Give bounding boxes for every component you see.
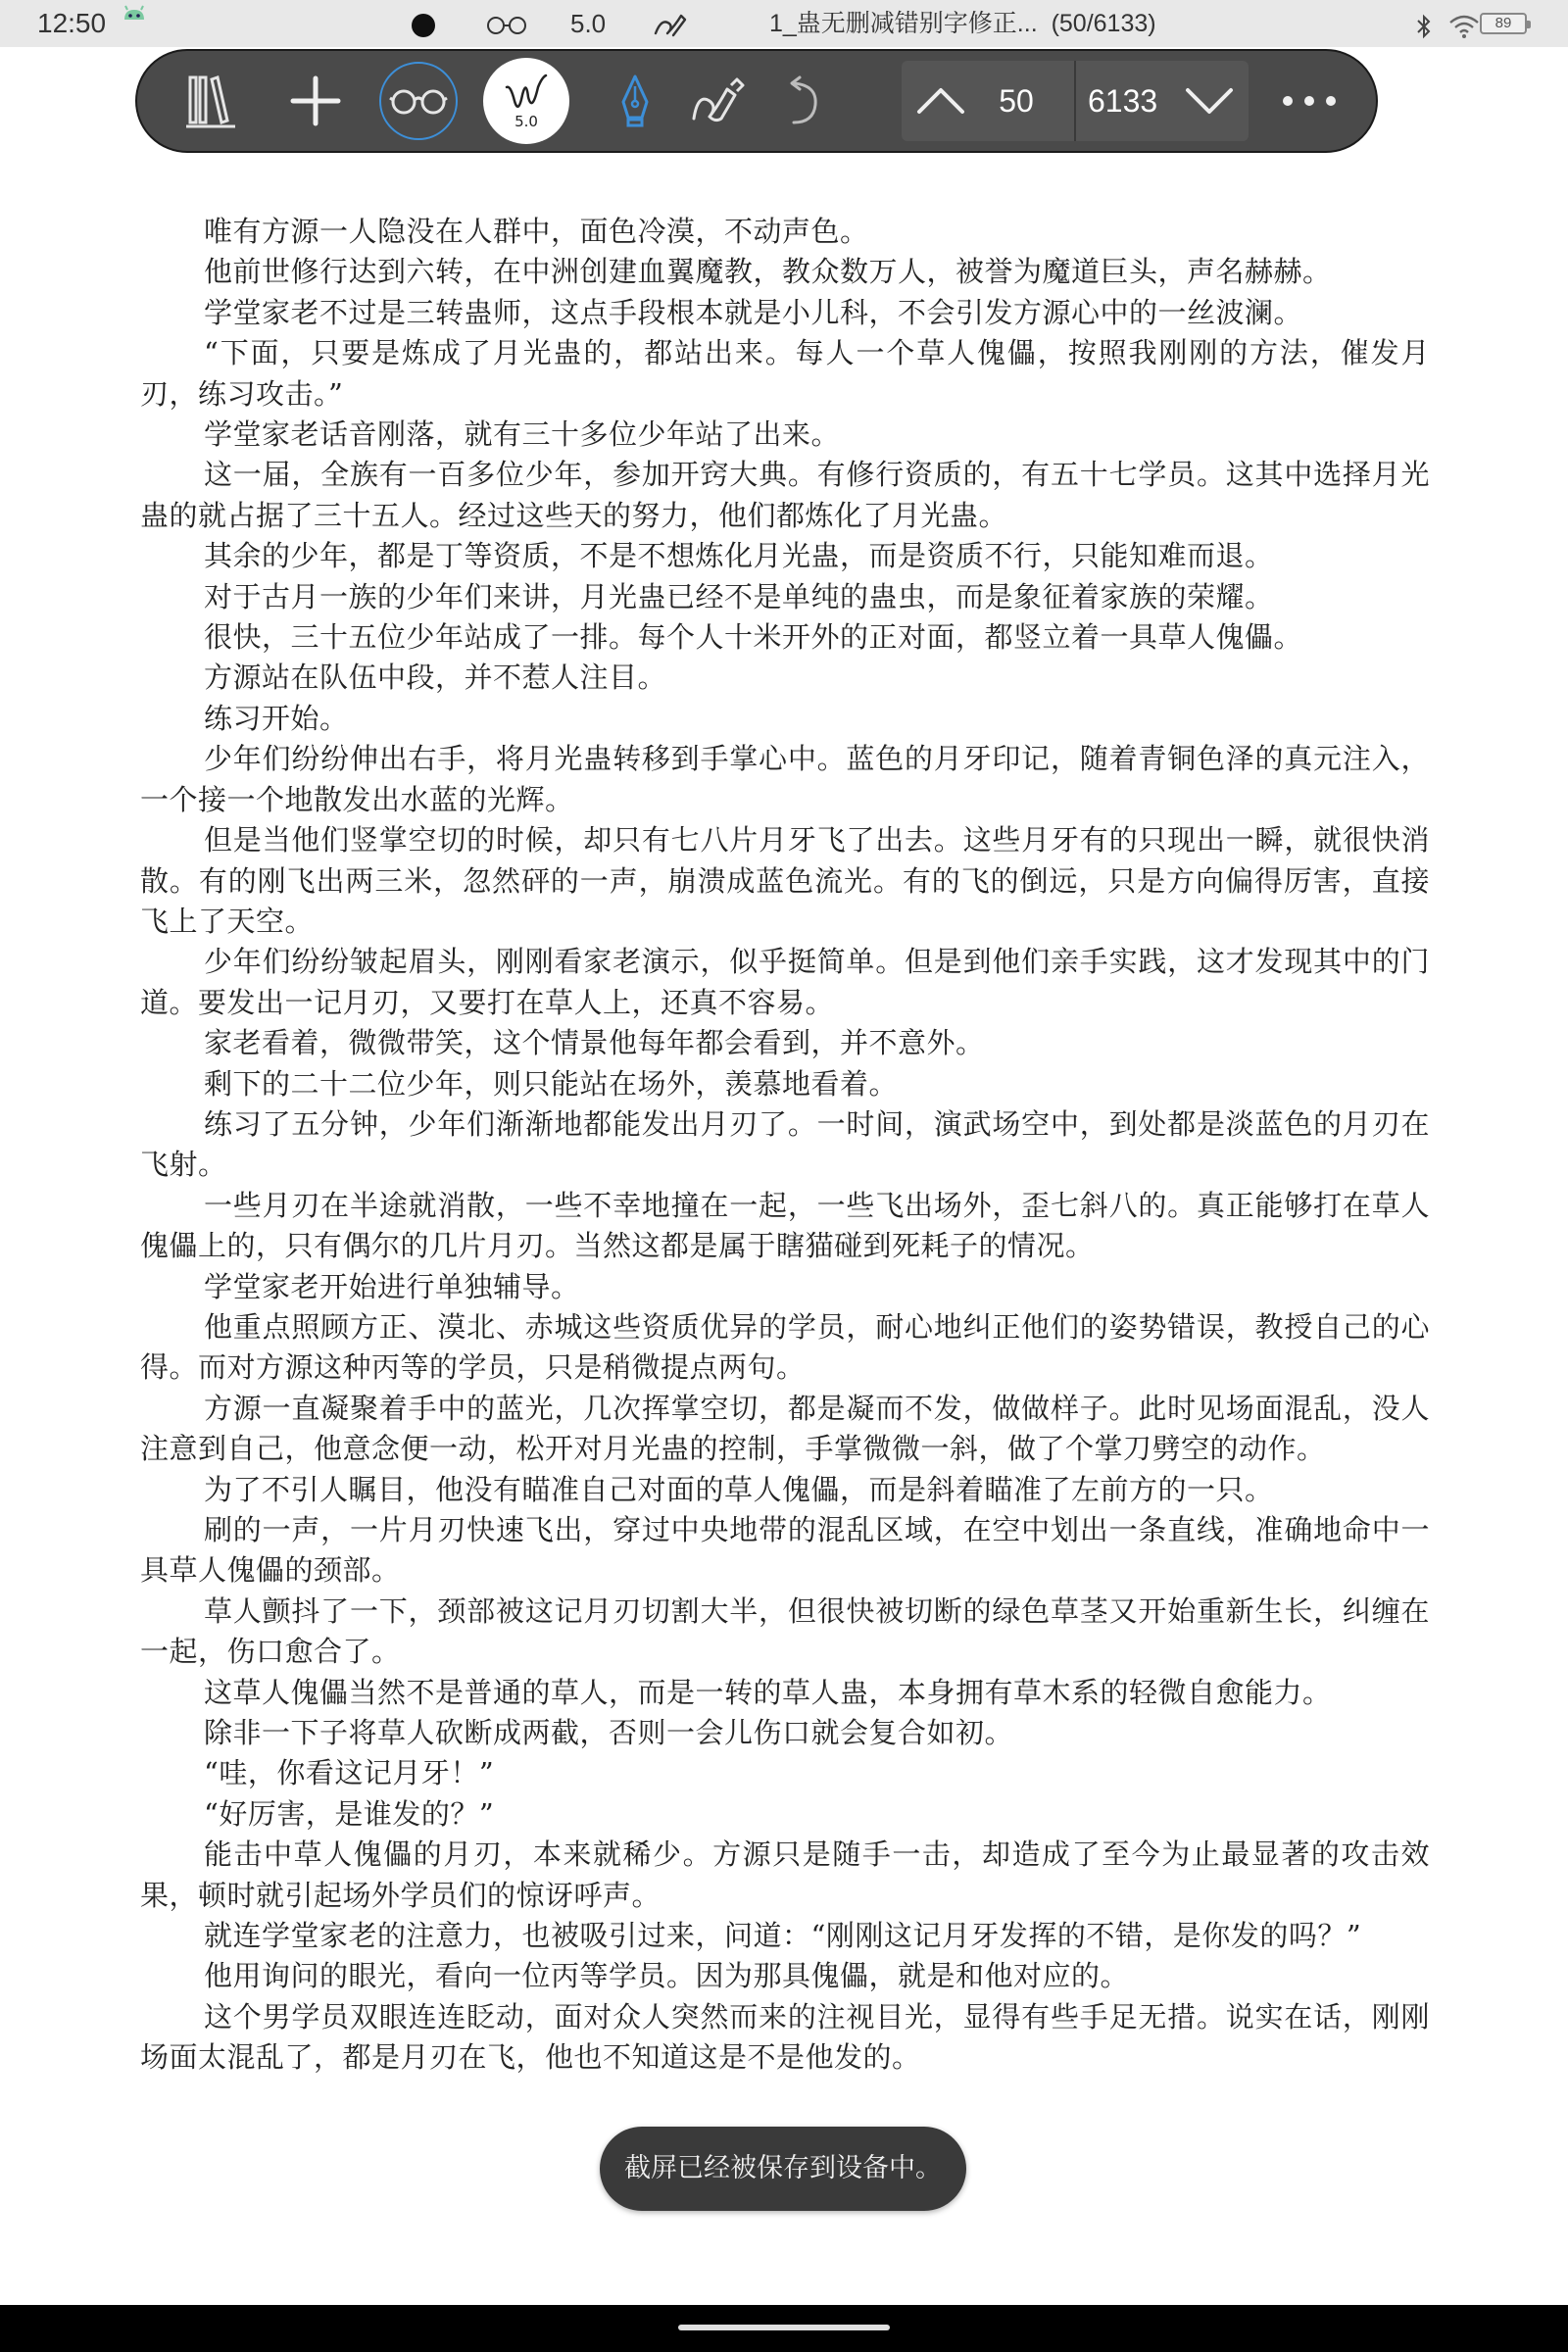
paragraph: 方源站在队伍中段，并不惹人注目。 <box>204 661 667 695</box>
battery-level: 89 <box>1494 15 1512 31</box>
glasses-icon <box>484 11 529 36</box>
total-pages-label: 6133 <box>1088 83 1158 119</box>
paragraph: 练习开始。 <box>204 701 349 735</box>
writer-mode-button[interactable] <box>482 51 570 151</box>
signature-pen-icon <box>688 74 749 128</box>
paragraph: 学堂家老不过是三转蛊师，这点手段根本就是小儿科，不会引发方源心中的一丝波澜。 <box>204 295 1303 329</box>
navigation-bar <box>0 2305 1568 2352</box>
paragraph: 练习了五分钟，少年们渐渐地都能发出月刃了。一时间，演武场空中，到处都是淡蓝色的月刃在飞射。 <box>140 1106 1430 1182</box>
paragraph: 刷的一声，一片月刃快速飞出，穿过中央地带的混乱区域，在空中划出一条直线，准确地命中一具草人傀儡的颈部。 <box>140 1513 1430 1588</box>
page-progress: (50/6133) <box>1051 10 1156 37</box>
glasses-icon <box>389 86 448 116</box>
reader-version: 5.0 <box>570 9 607 38</box>
paragraph: 少年们纷纷伸出右手，将月光蛊转移到手掌心中。蓝色的月牙印记，随着青铜色泽的真元注入，一个接一个地散发出水蓝的光辉。 <box>140 742 1430 816</box>
paragraph: “下面，只要是炼成了月光蛊的，都站出来。每人一个草人傀儡，按照我刚刚的方法，催发月刃，练习攻击。” <box>140 336 1430 411</box>
undo-icon <box>782 74 825 128</box>
paragraph: “哇，你看这记月牙！” <box>204 1756 495 1790</box>
screenshot-saved-toast: 截屏已经被保存到设备中。 <box>600 2127 966 2211</box>
current-page-field[interactable]: 50 <box>999 83 1034 119</box>
paragraph: 唯有方源一人隐没在人群中，面色冷漠，不动声色。 <box>204 215 869 248</box>
wifi-icon <box>1448 12 1480 37</box>
library-icon <box>184 72 239 130</box>
add-button[interactable] <box>276 51 355 151</box>
paragraph: 少年们纷纷皱起眉头，刚刚看家老演示，似乎挺简单。但是到他们亲手实践，这才发现其中的门道。要发出一记月刃，又要打在草人上，还真不容易。 <box>140 945 1430 1019</box>
paragraph: 剩下的二十二位少年，则只能站在场外，羡慕地看着。 <box>204 1066 899 1101</box>
paragraph: 这个男学员双眼连连眨动，面对众人突然而来的注视目光，显得有些手足无措。说实在话，刚刚场面太混乱了，都是月刃在飞，他也不知道这是不是他发的。 <box>140 1999 1430 2075</box>
paragraph: 对于古月一族的少年们来讲，月光蛊已经不是单纯的蛊虫，而是象征着家族的荣耀。 <box>204 579 1274 613</box>
paragraph: 能击中草人傀儡的月刃，本来就稀少。方源只是随手一击，却造成了至今为止最显著的攻击效果，顿时就引起场外学员们的惊讶呼声。 <box>140 1838 1430 1912</box>
paragraph: 学堂家老开始进行单独辅导。 <box>204 1269 580 1303</box>
previous-page-button[interactable] <box>915 61 966 141</box>
paragraph: 其余的少年，都是丁等资质，不是不想炼化月光蛊，而是资质不行，只能知难而退。 <box>204 539 1274 573</box>
paragraph: 家老看着，微微带笑，这个情景他每年都会看到，并不意外。 <box>204 1026 985 1060</box>
fountain-pen-icon <box>618 73 652 129</box>
writer-version: 5.0 <box>514 113 538 130</box>
paragraph: 草人颤抖了一下，颈部被这记月刃切割大半，但很快被切断的绿色草茎又开始重新生长，纠缠在一起，伤口愈合了。 <box>140 1593 1430 1669</box>
chevron-down-icon <box>1184 86 1235 116</box>
page-dropdown-button[interactable] <box>1180 61 1239 141</box>
paragraph: 方源一直凝聚着手中的蓝光，几次挥掌空切，都是凝而不发，做做样子。此时见场面混乱，没人注意到自己，他意念便一动，松开对月光蛊的控制，手掌微微一斜，做了个掌刀劈空的动作。 <box>140 1391 1430 1466</box>
paragraph: 除非一下子将草人砍断成两截，否则一会儿伤口就会复合如初。 <box>204 1716 1014 1750</box>
paragraph: “好厉害，是谁发的？” <box>204 1796 495 1831</box>
paragraph: 一些月刃在半途就消散，一些不幸地撞在一起，一些飞出场外，歪七斜八的。真正能够打在草人傀儡上的，只有偶尔的几片月刃。当然这都是属于瞎猫碰到死耗子的情况。 <box>140 1188 1430 1263</box>
pager-divider <box>1074 61 1076 141</box>
more-options-button[interactable] <box>1270 51 1348 151</box>
reading-mode-button[interactable] <box>377 51 460 151</box>
paragraph: 他前世修行达到六转，在中洲创建血翼魔教，教众数万人，被誉为魔道巨头，声名赫赫。 <box>204 255 1332 289</box>
document-title-text: 1_蛊无删减错别字修正... <box>769 10 1038 37</box>
battery-icon <box>1480 13 1527 34</box>
signature-pen-icon <box>652 8 691 39</box>
status-bar <box>0 0 1568 47</box>
paragraph: 为了不引人瞩目，他没有瞄准自己对面的草人傀儡，而是斜着瞄准了左前方的一只。 <box>204 1472 1274 1506</box>
home-gesture-handle[interactable] <box>678 2325 890 2330</box>
clock: 12:50 <box>37 8 107 38</box>
reading-content <box>140 212 1430 2079</box>
paragraph: 他用询问的眼光，看向一位丙等学员。因为那具傀儡，就是和他对应的。 <box>204 1959 1130 1993</box>
paragraph: 这一届，全族有一百多位少年，参加开窍大典。有修行资质的，有五十七学员。这其中选择月光蛊的就占据了三十五人。经过这些天的努力，他们都炼化了月光蛊。 <box>140 458 1430 532</box>
pen-tool-button[interactable] <box>596 51 674 151</box>
more-dots-icon <box>1280 94 1339 108</box>
paragraph: 就连学堂家老的注意力，也被吸引过来，问道：“刚刚这记月牙发挥的不错，是你发的吗？” <box>204 1919 1362 1953</box>
document-title <box>769 0 1156 47</box>
paragraph: 这草人傀儡当然不是普通的草人，而是一转的草人蛊，本身拥有草木系的轻微自愈能力。 <box>204 1675 1332 1709</box>
undo-button[interactable] <box>764 51 843 151</box>
paragraph: 他重点照顾方正、漠北、赤城这些资质优异的学员，耐心地纠正他们的姿势错误，教授自己的心得。而对方源这种丙等的学员，只是稍微提点两句。 <box>140 1309 1430 1385</box>
signature-button[interactable] <box>674 51 762 151</box>
android-face-icon <box>122 0 147 47</box>
library-button[interactable] <box>172 51 251 151</box>
paragraph: 但是当他们竖掌空切的时候，却只有七八片月牙飞了出去。这些月牙有的只现出一瞬，就很快消散。有的刚飞出两三米，忽然砰的一声，崩溃成蓝色流光。有的飞的倒远，只是方向偏得厉害，直接飞上了天空。 <box>140 823 1430 938</box>
paragraph: 学堂家老话音刚落，就有三十多位少年站了出来。 <box>204 417 841 452</box>
reader-toolbar <box>135 49 1378 153</box>
paragraph: 很快，三十五位少年站成了一排。每个人十米开外的正对面，都竖立着一具草人傀儡。 <box>204 620 1303 655</box>
handwriting-icon <box>483 58 569 144</box>
bluetooth-icon <box>1415 12 1433 37</box>
page-navigator <box>902 61 1249 141</box>
plus-icon <box>289 74 342 127</box>
recording-dot-icon <box>412 14 435 37</box>
chevron-up-icon <box>915 86 966 116</box>
